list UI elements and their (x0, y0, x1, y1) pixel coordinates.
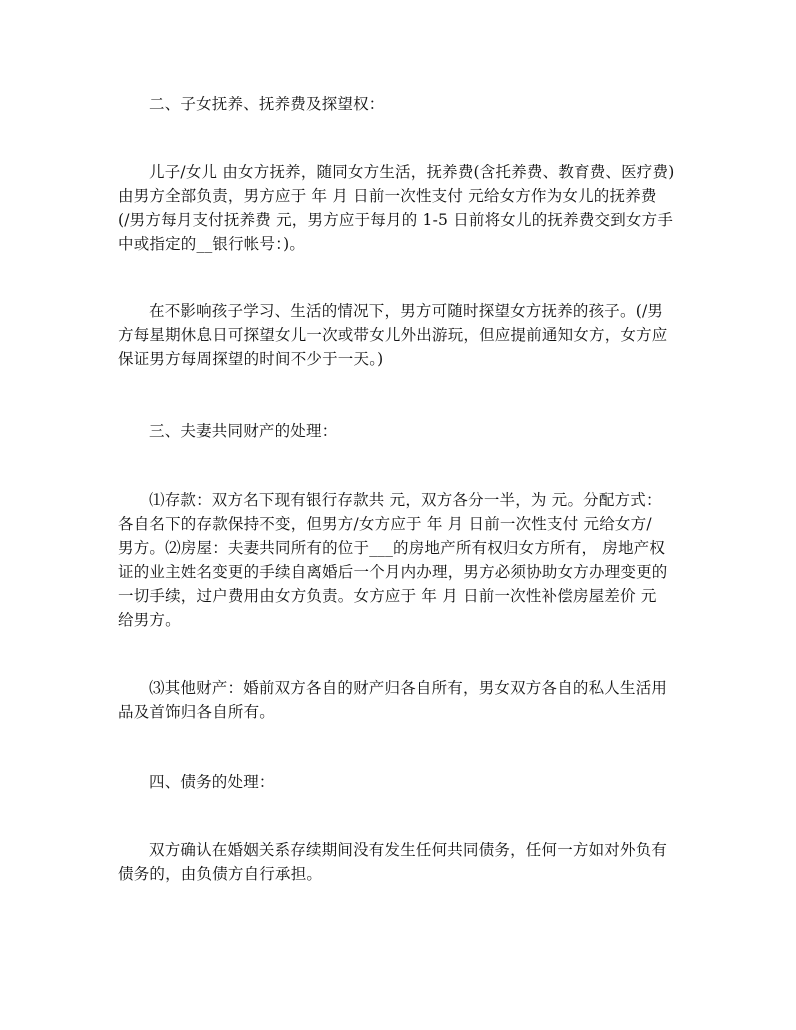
section-heading-debts (118, 770, 678, 794)
paragraph-deposits-house (118, 488, 678, 632)
section-heading-property (118, 419, 678, 443)
heading-line: 二、子女抚养、抚养费及探望权： (149, 95, 385, 113)
paragraph-other-property (118, 676, 678, 724)
heading-line: 三、夫妻共同财产的处理： (149, 422, 338, 440)
text-line: 证的业主姓名变更的手续自离婚后一个月内办理，男方必须协助女方办理变更的 (118, 563, 668, 581)
section-heading-child-custody (118, 92, 678, 116)
paragraph-visitation (118, 299, 678, 371)
text-line: ⑴存款：双方名下现有银行存款共 元，双方各分一半，为 元。分配方式： (149, 491, 662, 509)
text-line: 债务的，由负债方自行承担。 (118, 865, 323, 883)
text-line: 给男方。 (118, 611, 181, 629)
text-line: 保证男方每周探望的时间不少于一天。) (118, 350, 384, 368)
paragraph-custody-support (118, 160, 678, 256)
text-line: 男方。⑵房屋：夫妻共同所有的位于___的房地产所有权归女方所有， 房地产权 (118, 539, 666, 557)
text-line: 双方确认在婚姻关系存续期间没有发生任何共同债务，任何一方如对外负有 (149, 841, 668, 859)
text-line: 品及首饰归各自所有。 (118, 703, 276, 721)
heading-line: 四、债务的处理： (149, 773, 275, 791)
text-line: ⑶其他财产：婚前双方各自的财产归各自所有，男女双方各自的私人生活用 (149, 679, 668, 697)
text-line: 儿子/女儿 由女方抚养，随同女方生活，抚养费(含托养费、教育费、医疗费) (149, 163, 675, 181)
text-line: (/男方每月支付抚养费 元，男方应于每月的 1-5 日前将女儿的抚养费交到女方手 (118, 211, 674, 229)
text-line: 方每星期休息日可探望女儿一次或带女儿外出游玩，但应提前通知女方，女方应 (118, 326, 668, 344)
paragraph-debts (118, 838, 678, 886)
text-line: 由男方全部负责，男方应于 年 月 日前一次性支付 元给女方作为女儿的抚养费 (118, 187, 657, 205)
text-line: 一切手续，过户费用由女方负责。女方应于 年 月 日前一次性补偿房屋差价 元 (118, 587, 657, 605)
text-line: 各自名下的存款保持不变，但男方/女方应于 年 月 日前一次性支付 元给女方/ (118, 515, 652, 533)
text-line: 在不影响孩子学习、生活的情况下，男方可随时探望女方抚养的孩子。(/男 (149, 302, 664, 320)
text-line: 中或指定的__银行帐号：)。 (118, 235, 306, 253)
